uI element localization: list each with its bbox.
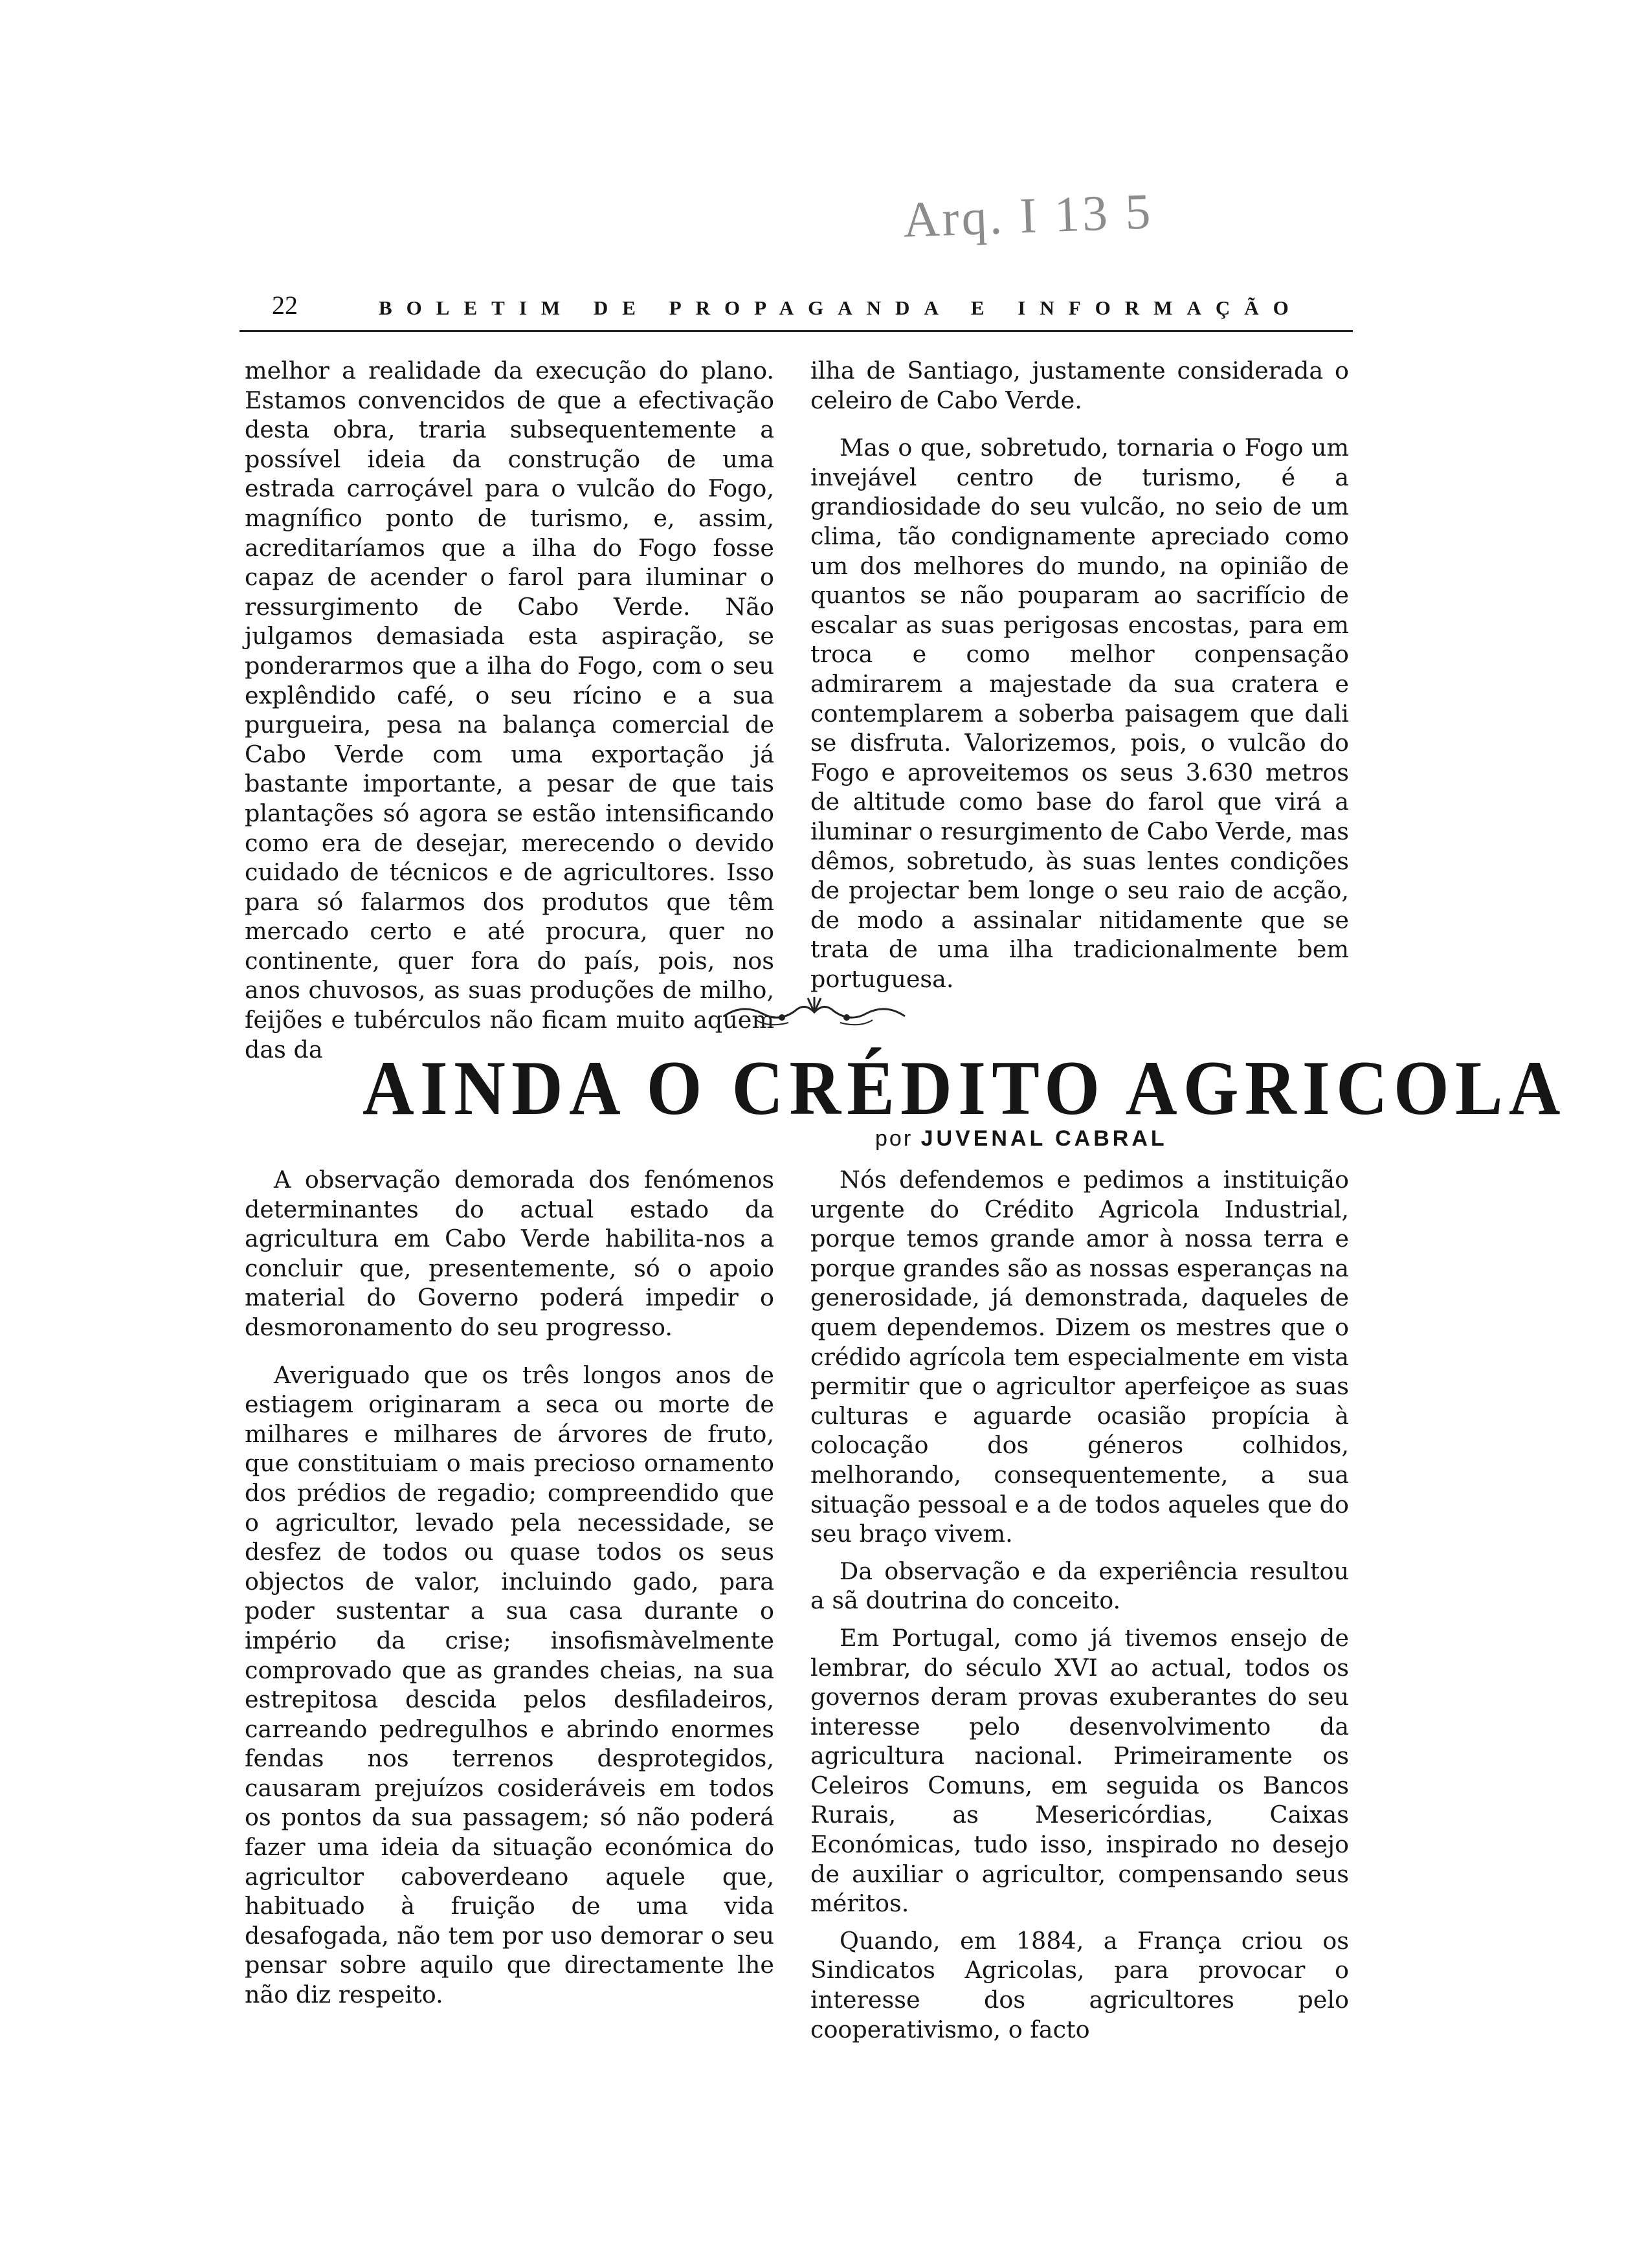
top-column-left xyxy=(245,356,774,1064)
article-headline: AINDA O CRÉDITO AGRICOLA xyxy=(362,1045,1566,1131)
article-column-left xyxy=(245,1165,774,2010)
paragraph: Nós defendemos e pedimos a instituição urgente do Crédito Agricola Industrial, porque temos grande amor à nossa terra e porque grandes são as nossas esperanças na generosidade, já demonstrada, daqueles de quem dependemos. Dizem os mestres que o crédido agrícola tem especialmente em vista permitir que o agricultor aperfeiçoe as suas culturas e aguarde ocasião propícia à colocação dos géneros colhidos, melhorando, consequentemente, a sua situação pessoal e a de todos aqueles que do seu braço vivem. xyxy=(810,1166,1349,1548)
paragraph: ilha de Santiago, justamente considerada o celeiro de Cabo Verde. xyxy=(810,357,1349,414)
header-rule xyxy=(239,330,1353,332)
handwritten-archive-note: Arq. I 13 5 xyxy=(902,183,1154,248)
paragraph: melhor a realidade da execução do plano. Estamos convencidos de que a efectivação desta obra, traria subsequentemente a possível ideia da construção de uma estrada carroçável para o vulcão do Fogo, magnífico ponto de turismo, e, assim, acreditaríamos que a ilha do Fogo fosse capaz de acender o farol para iluminar o ressurgimento de Cabo Verde. Não julgamos demasiada esta aspiração, se ponderarmos que a ilha do Fogo, com o seu explêndido café, o seu rícino e a sua purgueira, pesa na balança comercial de Cabo Verde com uma exportação já bastante importante, a pesar de que tais plantações só agora se estão intensificando como era de desejar, merecendo o devido cuidado de técnicos e de agricultores. Isso para só falarmos dos produtos que têm mercado certo e até procura, quer no continente, quer fora do país, pois, nos anos chuvosos, as suas produções de milho, feijões e tubérculos não ficam muito aquem das da xyxy=(245,357,774,1063)
byline-author: JUVENAL CABRAL xyxy=(920,1126,1168,1151)
running-title: BOLETIM DE PROPAGANDA E INFORMAÇÃO xyxy=(379,296,1303,319)
paragraph: Em Portugal, como já tivemos ensejo de lembrar, do século XVI ao actual, todos os governos deram provas exuberantes do seu interesse pelo desenvolvimento da agricultura nacional. Primeiramente os Celeiros Comuns, em seguida os Bancos Rurais, as Mesericórdias, Caixas Económicas, tudo isso, inspirado no desejo de auxiliar o agricultor, compensando seus méritos. xyxy=(810,1623,1349,1918)
article-byline xyxy=(875,1126,1168,1151)
top-column-right xyxy=(810,356,1349,994)
decorative-ornament xyxy=(717,994,911,1030)
paragraph: Quando, em 1884, a França criou os Sindicatos Agricolas, para provocar o interesse dos agricultores pelo cooperativismo, o facto xyxy=(810,1926,1349,2043)
paragraph: Mas o que, sobretudo, tornaria o Fogo um invejável centro de turismo, é a grandiosidade do seu vulcão, no seio de um clima, tão condignamente apreciado como um dos melhores do mundo, na opinião de quantos se não pouparam ao sacrifício de escalar as suas perigosas encostas, para em troca e como melhor conpensação admirarem a majestade da sua cratera e contemplarem a soberba paisagem que dali se disfruta. Valorizemos, pois, o vulcão do Fogo e aproveitemos os seus 3.630 metros de altitude como base do farol que virá a iluminar o resurgimento de Cabo Verde, mas dêmos, sobretudo, às suas lentes condições de projectar bem longe o seu raio de acção, de modo a assinalar nitidamente que se trata de uma ilha tradicionalmente bem portuguesa. xyxy=(810,434,1349,993)
article-column-right xyxy=(810,1165,1349,2044)
page-header xyxy=(239,290,1353,330)
paragraph: A observação demorada dos fenómenos determinantes do actual estado da agricultura em Cabo Verde habilita-nos a concluir que, presentemente, só o apoio material do Governo poderá impedir o desmoronamento do seu progresso. xyxy=(245,1166,774,1341)
paragraph: Averiguado que os três longos anos de estiagem originaram a seca ou morte de milhares e milhares de árvores de fruto, que constituiam o mais precioso ornamento dos prédios de regadio; compreendido que o agricultor, levado pela necessidade, se desfez de todos ou quase todos os seus objectos de valor, incluindo gado, para poder sustentar a sua casa durante o império da crise; insofismàvelmente comprovado que as grandes cheias, na sua estrepitosa descida pelos desfiladeiros, carreando pedregulhos e abrindo enormes fendas nos terrenos desprotegidos, causaram prejuízos cosideráveis em todos os pontos da sua passagem; só não poderá fazer uma ideia da situação económica do agricultor caboverdeano aquele que, habituado à fruição de uma vida desafogada, não tem por uso demorar o seu pensar sobre aquilo que directamente lhe não diz respeito. xyxy=(245,1361,774,2009)
paragraph: Da observação e da experiência resultou a sã doutrina do conceito. xyxy=(810,1557,1349,1615)
page-number: 22 xyxy=(272,291,298,320)
byline-prefix: por xyxy=(875,1126,913,1151)
